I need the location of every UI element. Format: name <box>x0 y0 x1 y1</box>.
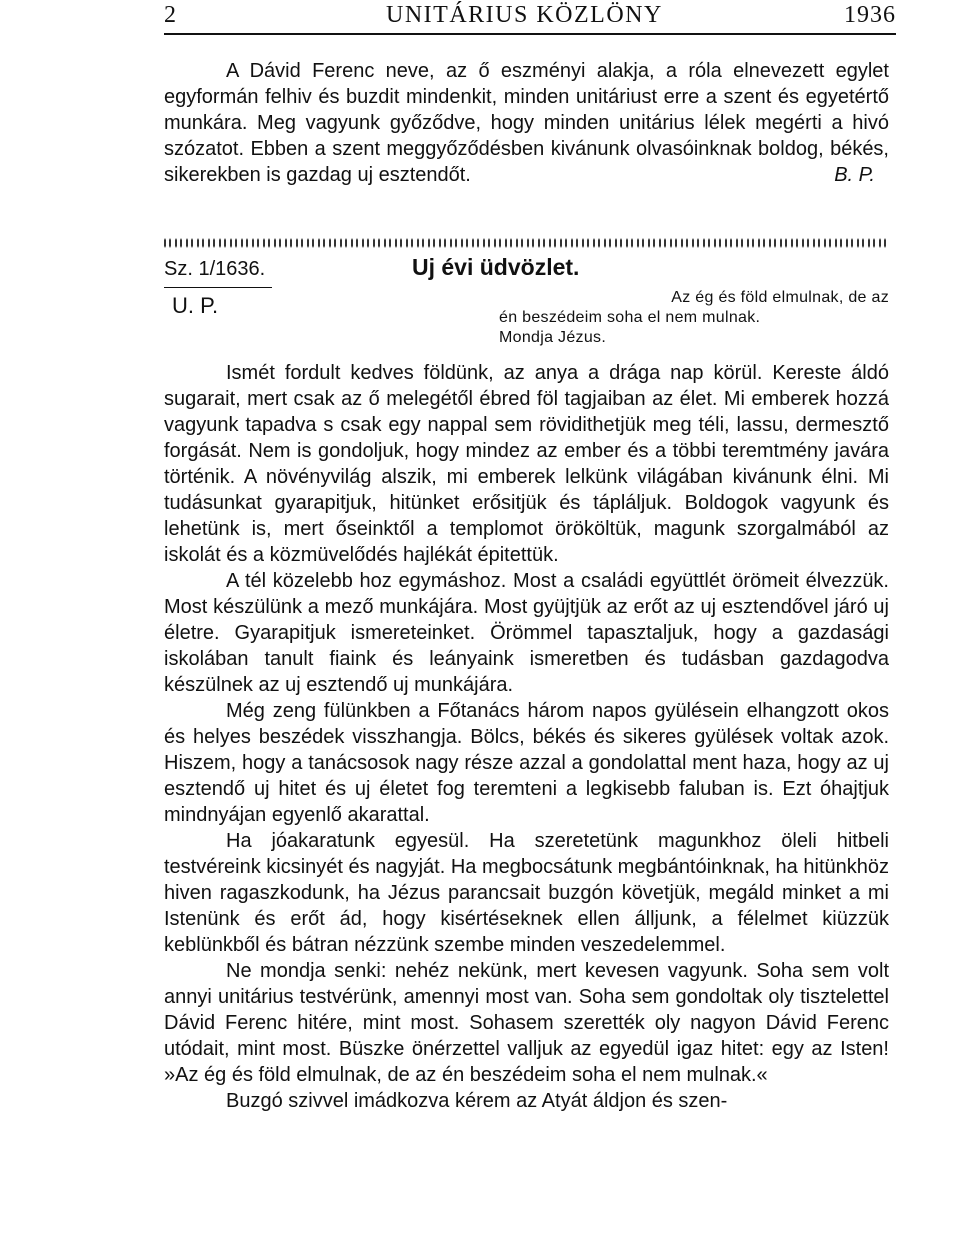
motto-attribution: Mondja Jézus. <box>499 329 607 346</box>
issue-reference: Sz. 1/1636. <box>164 258 266 280</box>
article-motto <box>499 288 889 348</box>
article-title: Uj évi üdvözlet. <box>412 254 580 280</box>
body-paragraph: Buzgó szivvel imádkozva kérem az Atyát áldjon és szen- <box>226 1090 728 1112</box>
motto-line: Az ég és föld elmulnak, de az <box>671 289 889 306</box>
page-header <box>164 2 896 34</box>
header-rule <box>164 33 896 35</box>
page-number: 2 <box>164 2 177 28</box>
intro-paragraph <box>164 58 889 188</box>
body-paragraph: Ne mondja senki: nehéz nekünk, mert kevesen vagyunk. Soha sem volt annyi unitárius testvérünk, amennyi most van. Soha sem gondoltak oly tisztelettel Dávid Ferenc hitére, mint most. Sohasem szerették oly nagyon Dávid Ferenc utódait, mint most. Büszke önérzettel valljuk az egyedül igaz hitet: egy az Isten! »Az ég és föld elmulnak, de az én beszédeim soha el nem mulnak.« <box>164 960 889 1086</box>
publication-year: 1936 <box>844 2 896 28</box>
motto-line: én beszédeim soha el nem mulnak. <box>499 309 761 326</box>
ornamental-divider <box>164 238 889 248</box>
body-paragraph: Még zeng fülünkben a Főtanács három napos gyülésein elhangzott okos és helyes beszédek visszhangja. Bölcs, békés és sikeres gyülések voltak azok. Hiszem, hogy a tanácsosok nagy része azzal a gondolattal ment haza, hogy az uj esztendő uj hitet és uj életet fog teremteni a legkisebb faluban is. Ezt óhajtjuk mindnyájan egyenlő akarattal. <box>164 700 889 826</box>
issue-reference-underline <box>164 287 272 288</box>
body-paragraph: Ha jóakaratunk egyesül. Ha szeretetünk magunkhoz öleli hitbeli testvéreink kicsinyét és nagyját. Ha megbocsátunk megbántóinknak, ha hitünkhöz hiven ragaszkodunk, ha Jézus parancsait buzgón követjük, megáld minket a mi Istenünk és erőt ád, hogy kisértéseknek ellen álljunk, a félelmet kiüzzük keblünkből és bátran nézzünk szembe minden veszedelemmel. <box>164 830 889 956</box>
intro-text: A Dávid Ferenc neve, az ő eszményi alakja, a róla elnevezett egylet egyformán felhiv és buzdit mindenkit, minden unitáriust erre a szent és egyetértő munkára. Meg vagyunk győződve, hogy minden unitárius lélek megérti a hivó szózatot. Ebben a szent meggyőződésben kivánunk olvasóinknak boldog, békés, sikerekben is gazdag uj esztendőt. <box>164 60 889 186</box>
body-paragraph: A tél közelebb hoz egymáshoz. Most a családi együttlét örömeit élvezzük. Most készülünk a mező munkájára. Most gyüjtjük az erőt az uj esztendővel járó uj életre. Gyarapitjuk ismereteinket. Örömmel tapasztaljuk, hogy a gazdasági iskolában tanult fiaink és leányaink ismeretben és tudásban gazdagodva készülnek az uj esztendő uj munkájára. <box>164 570 889 696</box>
article-body <box>164 360 889 1114</box>
body-paragraph: Ismét fordult kedves földünk, az anya a drága nap körül. Kereste áldó sugarait, mert csak az ő melegétől ébred föl tagjaiban az élet. Mi emberek hozzá vagyunk tapadva s csak egy nappal sem rövidithetjük meg téli, lassu, dermesztő forgását. Nem is gondoljuk, hogy mindez az ember és a többi teremtmény javára történik. A növényvilág alszik, mi emberek lelkünk világában kivánunk élni. Mi tudásunkat gyarapitjuk, hitünket erősitjük és tápláljuk. Boldogok vagyunk és lehetünk is, mert őseinktől a templomot örököltük, magunk szorgalmából az iskolát és a közmüvelődés hajlékát épitettük. <box>164 362 889 566</box>
author-initials: U. P. <box>172 293 219 318</box>
intro-signature: B. P. <box>834 164 875 186</box>
publication-title: UNITÁRIUS KÖZLÖNY <box>386 2 663 28</box>
